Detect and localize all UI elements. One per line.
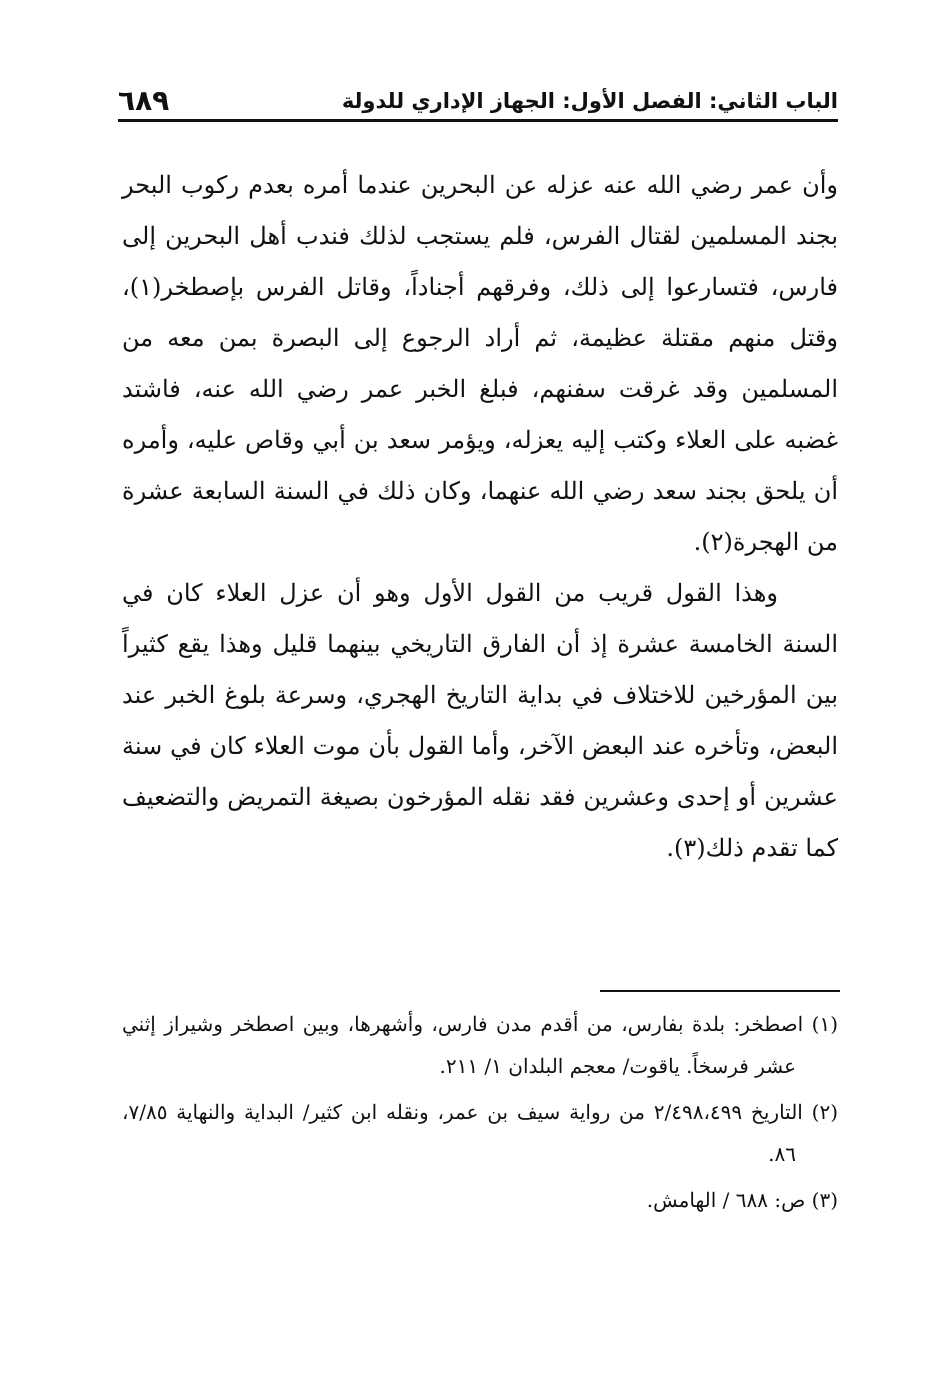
footnote-1: (١) اصطخر: بلدة بفارس، من أقدم مدن فارس، وأشهرها، وبين اصطخر وشيراز إثني عشر فرسخاً. ياقوت/ معجم البلدان ١/ ٢١١. — [122, 1012, 838, 1078]
footnote-2: (٢) التاريخ ٢/٤٩٨،٤٩٩ من رواية سيف بن عمر، ونقله ابن كثير/ البداية والنهاية ٧/٨٥، ٨٦. — [122, 1100, 838, 1166]
paragraph-1: وأن عمر رضي الله عنه عزله عن البحرين عندما أمره بعدم ركوب البحر بجند المسلمين لقتال الفرس، فلم يستجب لذلك فندب أهل البحرين إلى فارس، فتسارعوا إلى ذلك، وفرقهم أجناداً، وقاتل الفرس بإصطخر(١)، وقتل منهم مقتلة عظيمة، ثم أراد الرجوع إلى البصرة بمن معه من المسلمين وقد غرقت سفنهم، فبلغ الخبر عمر رضي الله عنه، فاشتد غضبه على العلاء وكتب إليه يعزله، ويؤمر سعد بن أبي وقاص عليه، وأمره أن يلحق بجند سعد رضي الله عنهما، وكان ذلك في السنة السابعة عشرة من الهجرة(٢). — [122, 171, 838, 556]
footnotes — [122, 1003, 838, 1225]
paragraph-2: وهذا القول قريب من القول الأول وهو أن عزل العلاء كان في السنة الخامسة عشرة إذ أن الفارق التاريخي بينهما قليل وهذا يقع كثيراً بين المؤرخين للاختلاف في بداية التاريخ الهجري، وسرعة بلوغ الخبر عند البعض، وتأخره عند البعض الآخر، وأما القول بأن موت العلاء كان في سنة عشرين أو إحدى وعشرين فقد نقله المؤرخون بصيغة التمريض والتضعيف كما تقدم ذلك(٣). — [122, 579, 838, 862]
main-text — [122, 160, 838, 874]
footnote-3: (٣) ص: ٦٨٨ / الهامش. — [646, 1188, 838, 1212]
page-number: ٦٨٩ — [118, 84, 170, 117]
footnote-separator — [600, 990, 840, 992]
running-header — [118, 78, 838, 122]
header-title: الباب الثاني: الفصل الأول: الجهاز الإداري للدولة — [341, 89, 838, 113]
